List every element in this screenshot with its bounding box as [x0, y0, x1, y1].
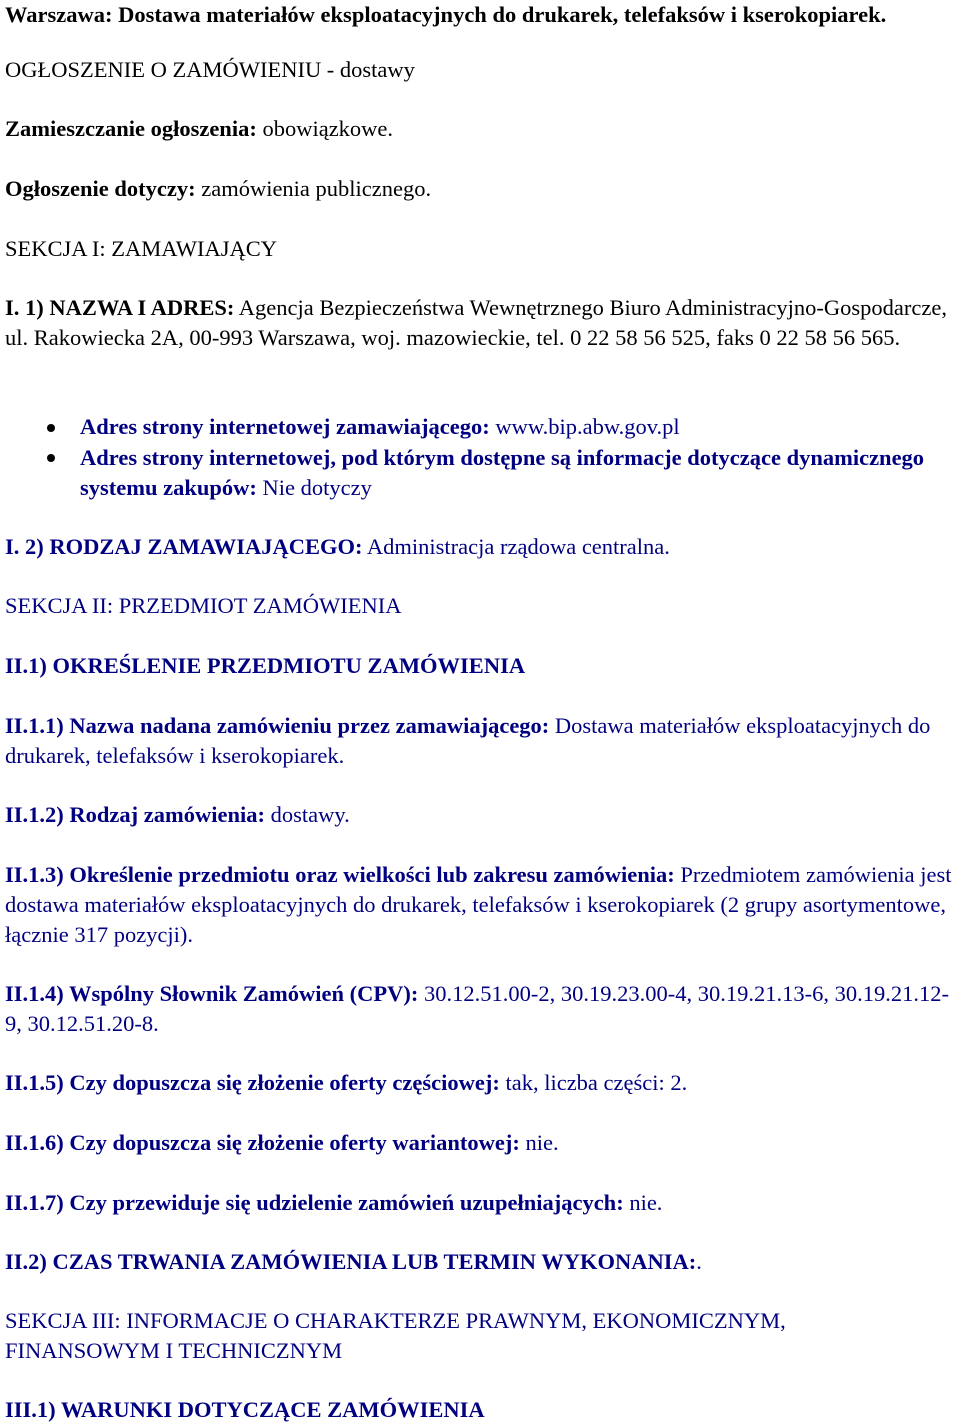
contracting-type-label: I. 2) RODZAJ ZAMAWIAJĄCEGO:: [5, 534, 363, 559]
bullet-dynamic-purchasing: [80, 443, 955, 503]
section1-heading: SEKCJA I: ZAMAWIAJĄCY: [5, 236, 277, 261]
placement-line: [5, 114, 955, 144]
item-1-3: [5, 860, 955, 950]
name-address-value: Agencja Bezpieczeństwa Wewnętrznego Biuro Administracyjno-Gospodarcze, ul. Rakowiecka 2A, 00-993 Warszawa, woj. mazowieckie, tel. 0 22 58 56 525, faks 0 22 58 56 565.: [5, 295, 947, 350]
item-1-6-value: nie.: [519, 1130, 559, 1155]
website-label: Adres strony internetowej zamawiającego:: [80, 414, 490, 439]
item-1-3-label: II.1.3) Określenie przedmiotu oraz wielkości lub zakresu zamówienia:: [5, 862, 675, 887]
dynamic-purchasing-label: Adres strony internetowej, pod którym dostępne są informacje dotyczące dynamicznego systemu zakupów:: [80, 445, 925, 500]
placement-value: obowiązkowe.: [256, 116, 394, 141]
document-title: Warszawa: Dostawa materiałów eksploatacyjnych do drukarek, telefaksów i kserokopiarek.: [5, 2, 887, 27]
item-1-2-value: dostawy.: [264, 802, 350, 827]
placement-label: Zamieszczanie ogłoszenia:: [5, 116, 257, 141]
contracting-type-line: [5, 532, 955, 562]
item-1-1: [5, 711, 955, 771]
item-1-5: [5, 1068, 955, 1098]
section2-heading: SEKCJA II: PRZEDMIOT ZAMÓWIENIA: [5, 593, 402, 618]
item-1-6-label: II.1.6) Czy dopuszcza się złożenie oferty wariantowej:: [5, 1130, 520, 1155]
concerns-label: Ogłoszenie dotyczy:: [5, 176, 196, 201]
bullet-icon: [47, 454, 55, 462]
item-1-6: [5, 1128, 955, 1158]
dynamic-purchasing-value: Nie dotyczy: [256, 475, 372, 500]
section2-sub2: [5, 1247, 955, 1277]
item-1-2-label: II.1.2) Rodzaj zamówienia:: [5, 802, 265, 827]
item-1-4-value: 30.12.51.00-2, 30.19.23.00-4, 30.19.21.13-6, 30.19.21.12-9, 30.12.51.20-8.: [5, 981, 950, 1036]
section2-sub2-label: II.2) CZAS TRWANIA ZAMÓWIENIA LUB TERMIN WYKONANIA:: [5, 1249, 697, 1274]
section3-sub1: III.1) WARUNKI DOTYCZĄCE ZAMÓWIENIA: [5, 1397, 485, 1422]
item-1-3-value: Przedmiotem zamówienia jest dostawa materiałów eksploatacyjnych do drukarek, telefaksów i kserokopiarek (2 grupy asortymentowe, łącznie 317 pozycji).: [5, 862, 952, 947]
bullet-icon: [47, 424, 55, 432]
contracting-type-value: Administracja rządowa centralna.: [362, 534, 670, 559]
item-1-5-label: II.1.5) Czy dopuszcza się złożenie oferty częściowej:: [5, 1070, 500, 1095]
item-1-5-value: tak, liczba części: 2.: [499, 1070, 688, 1095]
concerns-value: zamówienia publicznego.: [195, 176, 432, 201]
website-value: www.bip.abw.gov.pl: [489, 414, 680, 439]
item-1-2: [5, 800, 955, 830]
item-1-4-label: II.1.4) Wspólny Słownik Zamówień (CPV):: [5, 981, 419, 1006]
item-1-7-label: II.1.7) Czy przewiduje się udzielenie zamówień uzupełniających:: [5, 1190, 624, 1215]
name-address-paragraph: [5, 293, 955, 353]
bullet-website: [80, 412, 955, 442]
section3-heading: SEKCJA III: INFORMACJE O CHARAKTERZE PRAWNYM, EKONOMICZNYM, FINANSOWYM I TECHNICZNYM: [5, 1308, 786, 1363]
item-1-1-value: Dostawa materiałów eksploatacyjnych do drukarek, telefaksów i kserokopiarek.: [5, 713, 931, 768]
item-1-7-value: nie.: [623, 1190, 663, 1215]
section2-sub2-value: .: [696, 1249, 702, 1274]
name-address-label: I. 1) NAZWA I ADRES:: [5, 295, 235, 320]
item-1-4: [5, 979, 955, 1039]
concerns-line: [5, 174, 955, 204]
section2-sub1: II.1) OKREŚLENIE PRZEDMIOTU ZAMÓWIENIA: [5, 653, 526, 678]
notice-type: OGŁOSZENIE O ZAMÓWIENIU - dostawy: [5, 57, 415, 82]
item-1-1-label: II.1.1) Nazwa nadana zamówieniu przez zamawiającego:: [5, 713, 550, 738]
item-1-7: [5, 1188, 955, 1218]
